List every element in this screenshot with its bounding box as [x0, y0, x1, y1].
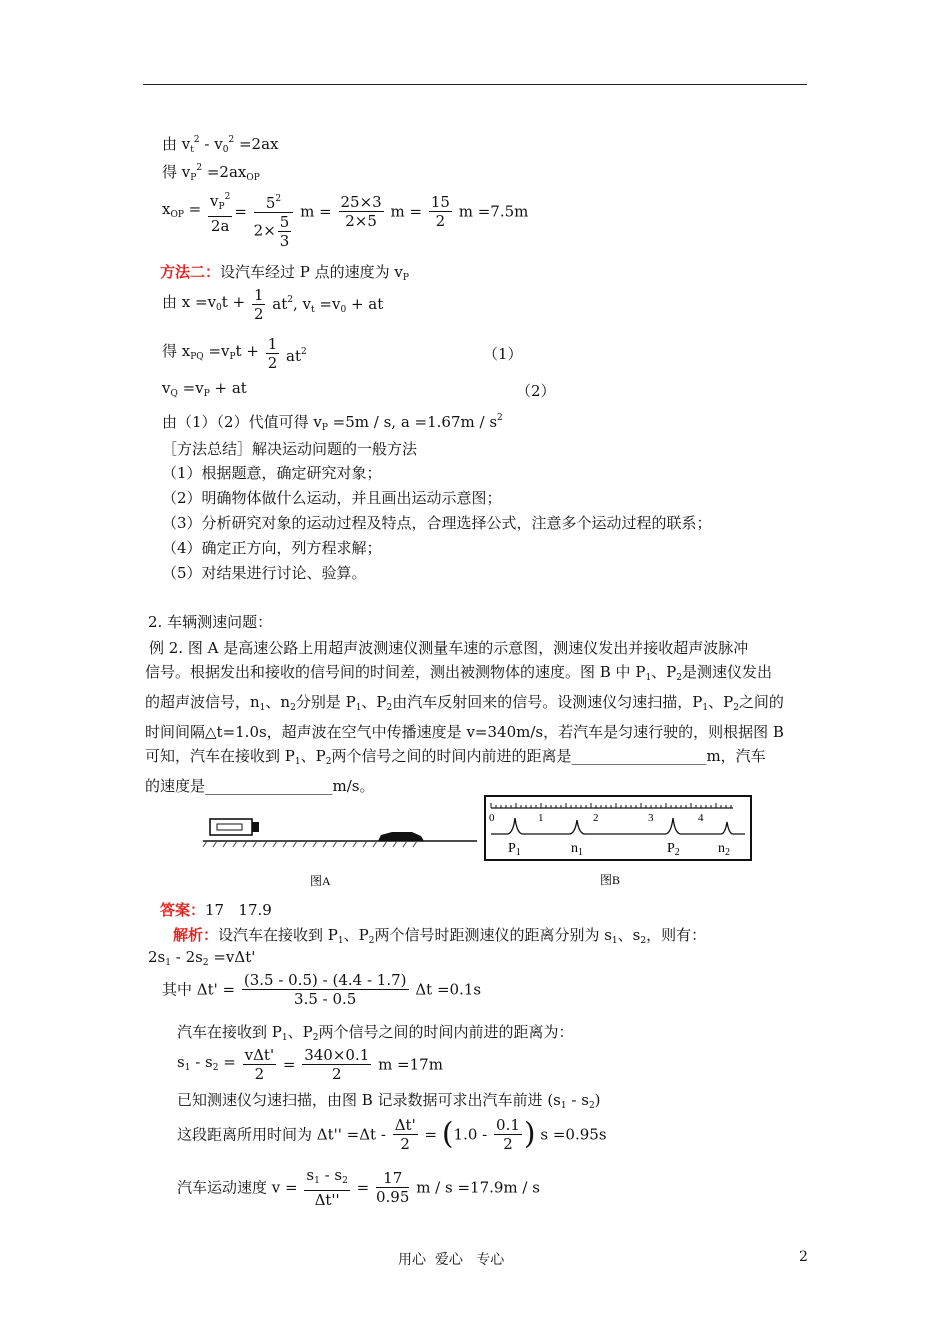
equation-line: 由（1）（2）代值可得 $v_P =5m / s$, $a =1.67m / s^2$ [162, 413, 503, 433]
figure-b-label: 图B [600, 873, 621, 887]
fraction: $\frac{v_P^2}{2a}$ [208, 188, 232, 235]
equation-line: 汽车运动速度 v = $\frac{s_1 - s_2}{\Delta t''}$ = $\frac{17}{0.95}$ m / s =17.9m / s [177, 1166, 540, 1209]
analysis-text: 汽车在接收到 $P_1$、$P_2$两个信号之间的时间内前进的距离为： [177, 1023, 574, 1043]
tick-label: 3 [648, 812, 654, 824]
summary-item: （5）对结果进行讨论、验算。 [162, 564, 367, 582]
equation-line: 这段距离所用时间为 Δt'' =Δt - $\frac{\Delta t'}{2}$ = (1.0 - $\frac{0.1}{2}$ ) s =0.95s [177, 1116, 607, 1153]
page-number: 2 [799, 1249, 808, 1265]
equation-line: 由 $v_t^2 - v_0^2 =2ax$ [162, 135, 279, 155]
tick-label: 1 [538, 812, 544, 824]
analysis-text: 已知测速仪匀速扫描，由图 B 记录数据可求出汽车前进 $(s_1 - s_2)$ [177, 1091, 601, 1111]
speed-meter-icon [210, 819, 259, 835]
equation-line: $2s_1 - 2s_2 =v\Delta t'$ [148, 948, 256, 968]
section-heading: 2. 车辆测速问题： [148, 613, 273, 631]
figure-a [195, 805, 480, 895]
equation-line: 得 $x_{PQ} =v_Pt$ + $\frac{1}{2}$ $at^2$ [162, 335, 307, 372]
equation-line: $v_Q =v_P$ + at [162, 379, 247, 399]
equation-line: $s_1 - s_2$ = $\frac{\text{vΔt'}}{2}$ = $\frac{340\times 0.1}{2}$ m =17m [177, 1046, 443, 1083]
answer: 答案：17 17.9 [160, 901, 272, 919]
summary-title: ［方法总结］解决运动问题的一般方法 [162, 440, 418, 458]
equation-line: 由 $x =v_0t$ + $\frac{1}{2}$ $at^2$, $v_t =v_0$ + at [162, 286, 384, 323]
summary-item: （4）确定正方向，列方程求解； [162, 539, 382, 557]
pulse-label: $n_1$ [571, 841, 583, 858]
equation-number: （1） [483, 345, 523, 363]
analysis-intro: 解析：设汽车在接收到 $P_1$、$P_2$两个信号时距测速仪的距离分别为 $s_1$、$s_2$，则有： [173, 926, 707, 946]
equation-xop: $x_{OP}$ = $\frac{v_P^2}{2a}$ = $5^2$ 2× $\frac{5}{3}$ m = $\frac{25\times 3}{2\times 5}$ m = $\frac{15}{2}$ m =7.5m [162, 188, 528, 250]
equation-line: 其中 Δt' = $\frac{(3.5 - 0.5) - (4.4 - 1.7)}{3.5 - 0.5}$ Δt =0.1s [162, 971, 482, 1008]
fraction: $\frac{25\times 3}{2\times 5}$ [340, 193, 382, 230]
summary-item: （3）分析研究对象的运动过程及特点，合理选择公式，注意多个运动过程的联系； [162, 514, 712, 532]
pulse-label: $P_2$ [667, 841, 680, 858]
pulse-label: $P_1$ [508, 841, 521, 858]
equation-number: （2） [516, 382, 556, 400]
figure-a-label: 图A [310, 874, 331, 888]
tick-label: 2 [593, 812, 599, 824]
problem-paragraph: 例 2. 图 A 是高速公路上用超声波测速仪测量车速的示意图，测速仪发出并接收超声波脉冲 信号。根据发出和接收的信号间的时间差，测出被测物体的速度。图 B 中 $P_1$、$P_2$是测速仪发出 的超声波信号，$n_1$、$n_2$分别是 $P_1$、$P_2$由汽车反射回来的信号。设测速仪匀速扫描，$P_1$、$P_2$之间的 时间间隔△t=1.0s，超声波在空气中传播速度是 v=340m/s，若汽车是匀速行驶的，则根据图 B 可知，汽车在接收到 $P_1$、$P_2$两个信号之间的时间内前进的距离是__________________m，汽车 的速度是_________________m/s。 [145, 639, 784, 795]
tick-label: 0 [489, 812, 495, 824]
summary-item: （1）根据题意，确定研究对象； [162, 464, 382, 482]
equation-line: 得 $v_P^2 =2ax_{OP}$ [162, 163, 260, 183]
pulse-label: $n_2$ [718, 841, 730, 858]
road-hatching [203, 841, 417, 847]
summary-item: （2）明确物体做什么运动，并且画出运动示意图； [162, 489, 502, 507]
tick-label: 4 [698, 812, 704, 824]
signal-trace [491, 818, 745, 834]
fraction: $\frac{15}{2}$ [430, 193, 450, 230]
figure-b [483, 794, 755, 890]
header-rule [143, 84, 807, 85]
scale-ticks [491, 803, 731, 808]
car-icon [378, 832, 424, 841]
footer-motto: 用心 爱心 专心 [398, 1252, 505, 1268]
fraction: $5^2$ 2× $\frac{5}{3}$ [254, 190, 294, 250]
method2-heading: 方法二：设汽车经过 P 点的速度为 $v_P$ [160, 263, 409, 283]
